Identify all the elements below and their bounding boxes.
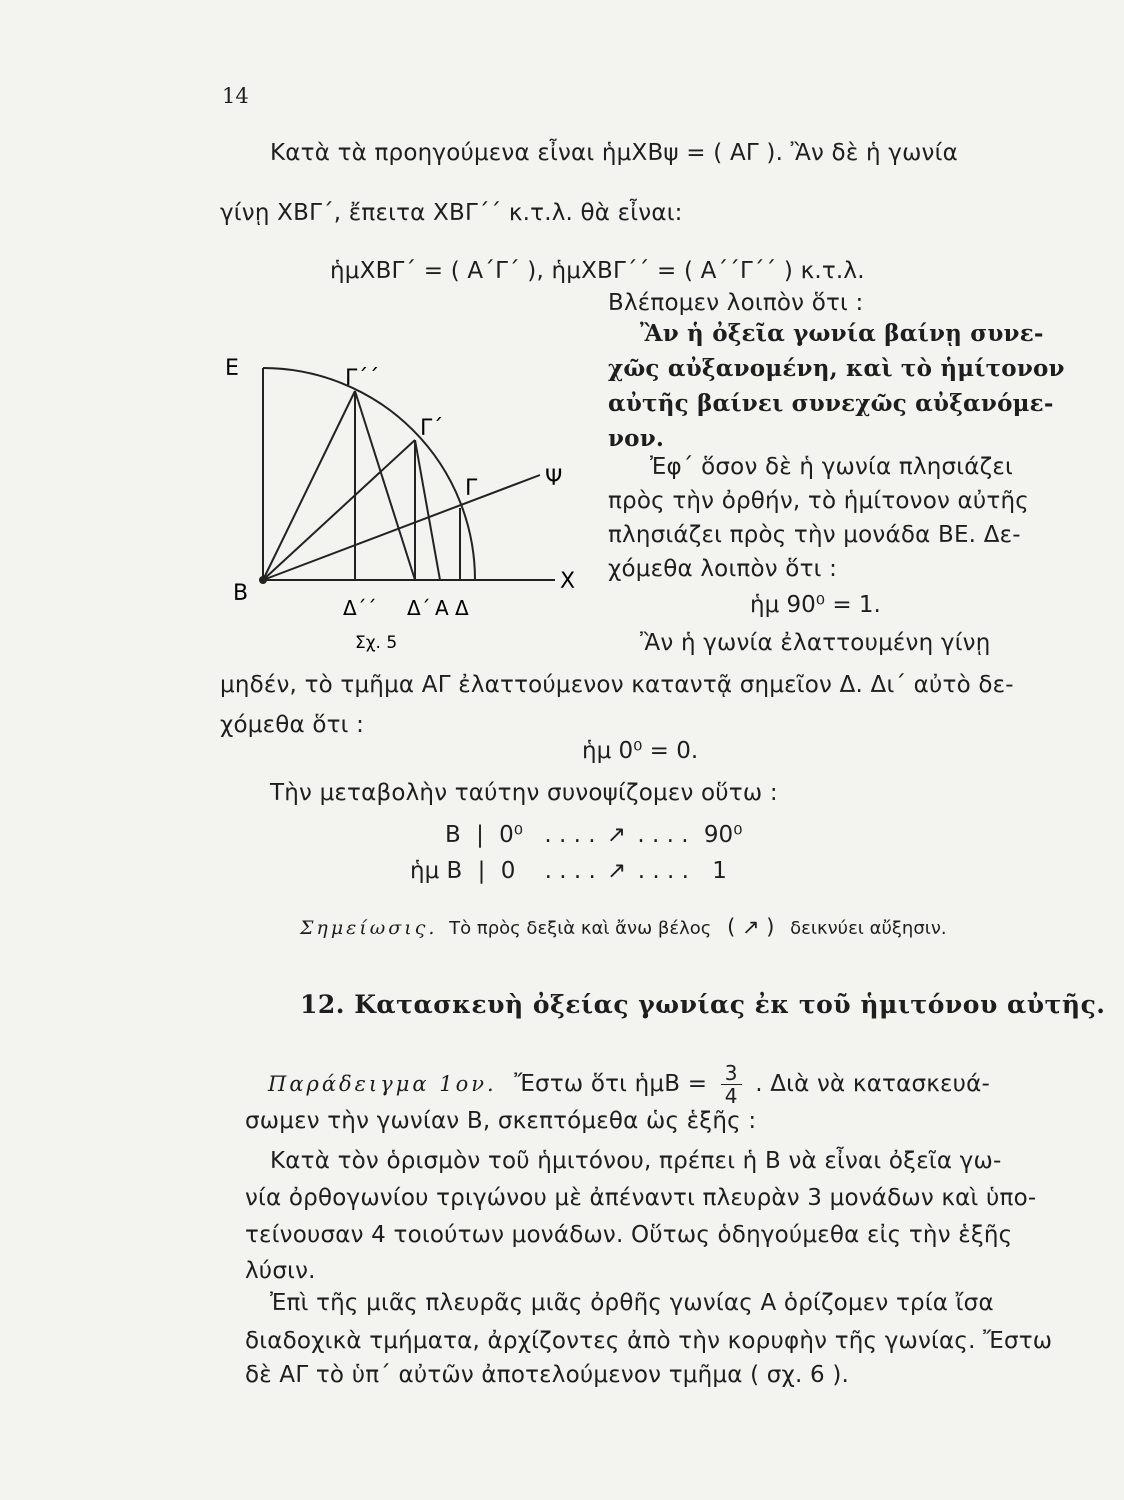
right-line-1: Βλέπομεν λοιπὸν ὅτι : [608, 290, 864, 316]
intro-line-1: Κατὰ τὰ προηγούμενα εἶναι ἡμΧΒψ = ( ΑΓ ). Ἂν δὲ ἡ γωνία [270, 140, 958, 166]
table-dots-1b: . . . . [637, 822, 689, 848]
section-line-9: δὲ ΑΓ τὸ ὑπ΄ αὐτῶν ἀποτελούμενον τμῆμα ( σχ. 6 ). [245, 1362, 850, 1388]
fraction [721, 1062, 742, 1107]
table-arrow-1: ↗ [606, 822, 627, 848]
note [300, 915, 947, 939]
intro-line-2: γίνῃ ΧΒΓ΄, ἔπειτα ΧΒΓ΄΄ κ.τ.λ. θὰ εἶναι: [220, 200, 683, 226]
right-line-2: Ἂν ἡ ὀξεῖα γωνία βαίνῃ συνε- [640, 320, 1044, 347]
section-line-5: τείνουσαν 4 τοιούτων μονάδων. Οὕτως ὁδηγούμεθα εἰς τὴν ἑξῆς [245, 1222, 1013, 1248]
table-angle-end: 90⁰ [703, 822, 743, 848]
section-line-3: Κατὰ τὸν ὁρισμὸν τοῦ ἡμιτόνου, πρέπει ἡ Β νὰ εἶναι ὀξεῖα γω- [270, 1148, 1002, 1174]
body-line-3: Τὴν μεταβολὴν ταύτην συνοψίζομεν οὕτω : [270, 780, 778, 806]
right-line-7: πρὸς τὴν ὀρθήν, τὸ ἡμίτονον αὐτῆς [608, 488, 1029, 514]
label-X: Χ [560, 569, 576, 594]
label-psi: Ψ [545, 466, 563, 491]
table-arrow-2: ↗ [607, 858, 627, 884]
label-E: Ε [225, 356, 239, 381]
label-G2: Γ΄΄ [345, 366, 380, 391]
formula-sin-90: ἡμ 90⁰ = 1. [750, 592, 881, 618]
note-arrow: ( ↗ ) [727, 915, 775, 939]
table-angle-label: Β [445, 822, 461, 848]
quarter-arc [263, 368, 475, 580]
point-B [259, 576, 267, 584]
right-line-6: Ἐφ΄ ὅσον δὲ ἡ γωνία πλησιάζει [650, 454, 1013, 480]
figure-caption: Σχ. 5 [355, 633, 398, 653]
fraction-denominator: 4 [724, 1084, 738, 1108]
label-D1: Δ΄ [407, 596, 431, 620]
page-number: 14 [222, 84, 249, 108]
note-label: Σημείωσις. [300, 917, 438, 939]
example-line [268, 1062, 990, 1107]
example-text-a: Ἔστω ὅτι ἡμΒ = [514, 1071, 708, 1097]
label-A: Α [435, 596, 449, 620]
body-line-2: χόμεθα ὅτι : [220, 712, 365, 738]
chord-G1-A [415, 440, 440, 580]
chord-G2-D1 [355, 391, 415, 580]
label-D2: Δ΄΄ [343, 596, 377, 620]
label-B: Β [233, 581, 249, 606]
label-G: Γ [465, 476, 478, 501]
note-tail: δεικνύει αὔξησιν. [790, 918, 947, 939]
table-sine-start: 0 [500, 858, 516, 884]
section-line-8: διαδοχικὰ τμήματα, ἀρχίζοντες ἀπὸ τὴν κορυφὴν τῆς γωνίας. Ἔστω [245, 1328, 1053, 1354]
table-sine-end: 1 [712, 858, 727, 884]
label-G1: Γ΄ [420, 416, 444, 441]
right-line-5: νον. [608, 425, 665, 452]
right-line-9: χόμεθα λοιπὸν ὅτι : [608, 556, 838, 582]
section-line-2: σωμεν τὴν γωνίαν Β, σκεπτόμεθα ὡς ἑξῆς : [245, 1108, 757, 1134]
fraction-numerator: 3 [721, 1062, 742, 1085]
figure-5 [215, 330, 600, 660]
table-dots-2a: . . . . [544, 858, 596, 884]
table-row-angle: Β | 0⁰ . . . . ↗ . . . . 90⁰ [445, 822, 743, 848]
table-angle-start: 0⁰ [499, 822, 524, 848]
body-line-1: μηδέν, τὸ τμῆμα ΑΓ ἐλαττούμενον καταντᾷ σημεῖον Δ. Δι΄ αὐτὸ δε- [220, 672, 1014, 698]
example-label: Παράδειγμα 1ον. [268, 1072, 497, 1096]
table-row-sine: ἡμ Β | 0 . . . . ↗ . . . . 1 [410, 858, 727, 884]
right-line-4: αὐτῆς βαίνει συνεχῶς αὐξανόμε- [608, 390, 1054, 417]
intro-line-3: ἡμΧΒΓ΄ = ( Α΄Γ΄ ), ἡμΧΒΓ΄΄ = ( Α΄΄Γ΄΄ ) κ.τ.λ. [330, 258, 865, 284]
section-line-7: Ἐπὶ τῆς μιᾶς πλευρᾶς μιᾶς ὀρθῆς γωνίας Α ὁρίζομεν τρία ἴσα [270, 1290, 994, 1316]
table-dots-2b: . . . . [637, 858, 689, 884]
section-line-6: λύσιν. [245, 1258, 316, 1284]
ray-Bpsi [263, 475, 540, 580]
label-D: Δ [455, 596, 469, 620]
right-line-3: χῶς αὐξανομένη, καὶ τὸ ἡμίτονον [608, 355, 1065, 382]
right-line-10: Ἂν ἡ γωνία ἐλαττουμένη γίνῃ [640, 630, 991, 656]
note-text: Τὸ πρὸς δεξιὰ καὶ ἄνω βέλος [449, 918, 712, 939]
radius-BG2 [263, 391, 355, 580]
section-heading: 12. Κατασκευὴ ὀξείας γωνίας ἐκ τοῦ ἡμιτόνου αὐτῆς. [300, 990, 1106, 1019]
formula-sin-0: ἡμ 0⁰ = 0. [582, 738, 699, 764]
section-line-4: νία ὀρθογωνίου τριγώνου μὲ ἀπέναντι πλευρὰν 3 μονάδων καὶ ὑπο- [245, 1185, 1037, 1211]
table-sine-label: ἡμ Β [410, 858, 463, 884]
table-dots-1a: . . . . [544, 822, 596, 848]
example-text-b: . Διὰ νὰ κατασκευά- [755, 1071, 990, 1097]
right-line-8: πλησιάζει πρὸς τὴν μονάδα ΒΕ. Δε- [608, 522, 1021, 548]
